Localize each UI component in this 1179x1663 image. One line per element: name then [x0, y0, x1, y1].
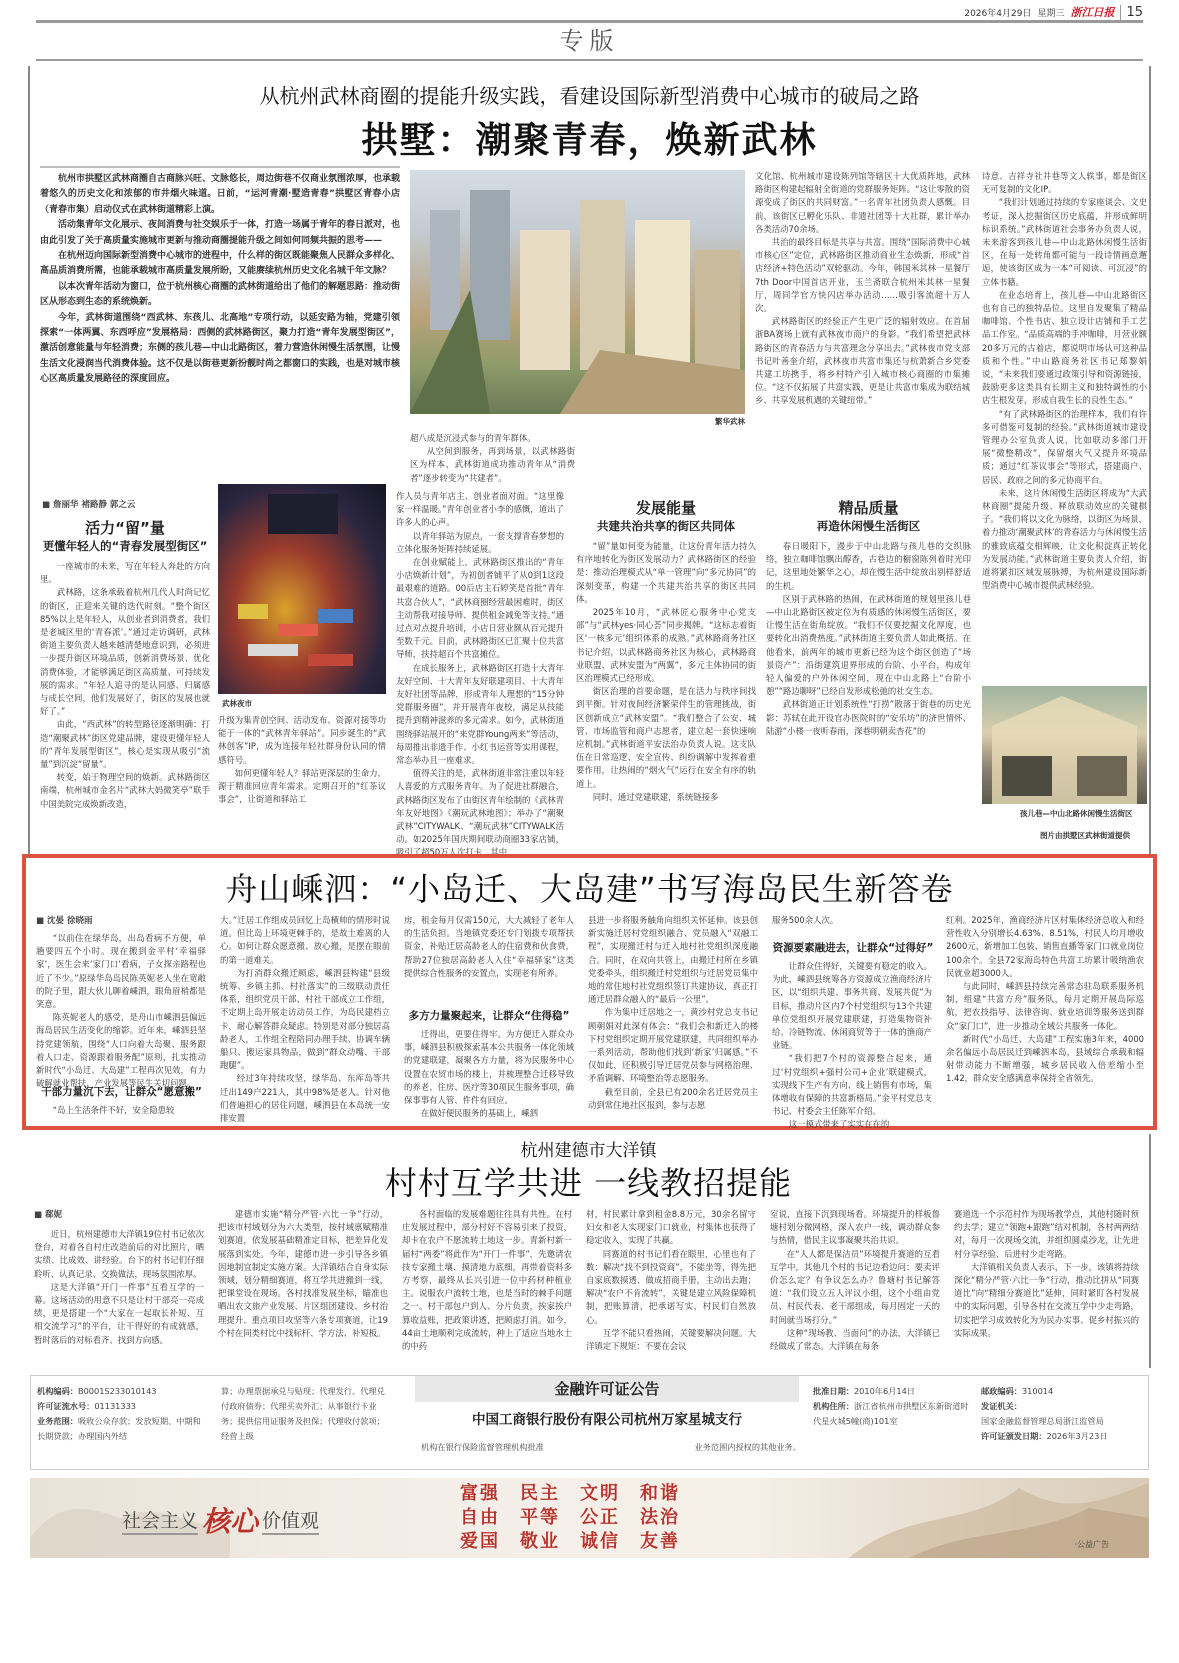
- paragraph: 升级为集青创空间、活动发布、资源对接等功能于一体的“武林青年驿站”。同步诞生的“武林创客”IP，成为连接年轻社群身份认同的情感符号。: [218, 715, 386, 765]
- paragraph: 值得关注的是，武林街道非常注重以年轻人喜爱的方式服务青年。为了促进社群融合，武林路街区发布了由街区青年绘制的《武林青年友好地图》《潮玩武林地图》；举办了“潮聚武林”CITYWALK、“潮玩武林”CITYWALK活动。如2025年国庆期间联动商圈33家店铺，吸引了超50万人次打卡，其中: [396, 768, 564, 858]
- article2-column-2: [220, 914, 390, 1124]
- paragraph: 如何更懂年轻人？驿站更深层的生命力，源于精准回应青年需求。定期召开的“红茶议事会”，让街道和驿站工: [218, 767, 386, 805]
- photo-city-skyline: [410, 170, 745, 414]
- section3-heading: [766, 498, 971, 535]
- paragraph: 文化馆、杭州城市建设陈列馆等辖区十大优质阵地，武林路街区构建起辐射全街道的党群服务矩阵。“这让零散的资源变成了街区的共同财富。”一名青年社团负责人感慨。目前，该街区已孵化乐队、非遗社团等十大社群，累计举办各类活动70余场。: [755, 171, 970, 234]
- section2-heading: [576, 498, 756, 535]
- paragraph: 互学不能只看热闹，关键要解决问题。大洋镇定下规矩：不要在会议: [586, 1327, 756, 1352]
- paragraph: 县进一步将服务触角向组织关怀延伸。该县创新实施迁居村党组织融合、党员融入“双融工程”，实现搬迁村与迁入地村社党组织深度融合。同时，在双向共管上，由搬迁村所在乡镇党委牵头，组织搬迁村党组织与迁居党员集中地的常住地村社党组织签订共建协议，真正打通迁居群众融入的“最后一公里”。: [588, 915, 758, 1005]
- field-label: 机构住所：: [813, 1401, 854, 1411]
- article1-column-1: [40, 560, 210, 854]
- section3-title: 精品质量: [838, 499, 899, 517]
- article1-column-6: [982, 170, 1147, 680]
- field-label: 许可证流水号：: [37, 1401, 95, 1411]
- city-illustration: [410, 170, 745, 414]
- paragraph: 这一模式带来了实实在在的: [788, 1119, 890, 1130]
- issue-weekday: 星期三: [1037, 8, 1065, 19]
- field-label: 批准日期：: [813, 1386, 854, 1396]
- notice-field: [813, 1384, 971, 1399]
- field-value: 2026年3月23日: [1046, 1431, 1108, 1441]
- paragraph: “我们计划通过持续的专家座谈会、文史考证，深入挖掘街区历史底蕴，并形成鲜明标识系统。”武林街道社会事务办负责人说，未来游客到孩儿巷—中山北路休闲慢生活街区，在每一处转角都可能与一段诗情画意邂逅，使该街区成为一本“可阅读、可沉浸”的立体书籍。: [982, 197, 1147, 287]
- paragraph: 武林路街区的经验正产生更广泛的辐射效应。在首届浙BA赛场上就有武林夜市商户的身影。“我们希望把武林路街区的青春活力与共富理念分享出去。”武林夜市党支部书记叶善奎介绍，武林夜市共富市集还与杭萧新合乡党委共建工坊携手，将乡村特产引入城市核心商圈的市集摊位。“这不仅拓展了共富实践，更是让共富市集成为联结城乡、共享发展机遇的关键纽带。”: [755, 316, 970, 406]
- issue-date: 2026年4月29日: [964, 8, 1032, 19]
- paragraph: 服务500余人次。: [772, 915, 839, 925]
- notice-right-column: [813, 1384, 971, 1429]
- photo-night-market-caption: 武林夜市: [222, 699, 252, 708]
- paragraph: “我们把7个村的资源整合起来，通过‘村党组织+强村公司+企业’联建模式，实现线下生产有方向、线上销售有市场，集体增收有保障的共富新格局。”金平村党总支书记、村委会主任陈军介绍。: [772, 1053, 932, 1117]
- photo-leisure-street: [982, 686, 1147, 804]
- article1-column-2: [218, 714, 386, 854]
- article3-column-5: [770, 1208, 940, 1368]
- core-values-heading: [122, 1500, 319, 1540]
- article3-kicker: 杭州建德市大洋镇: [520, 1141, 657, 1161]
- banner-rule: [36, 59, 1143, 61]
- article1-lead: [40, 172, 400, 482]
- paragraph: 从空间到服务，再到场景，以武林路街区为样本，武林街道成功推动青年从“消费者”逐步转变为“共建者”。: [410, 446, 575, 483]
- paragraph: 转变，始于物理空间的焕新。武林路街区南端，杭州城市金名片“武林大妈微笑亭”联手中国美院完成焕新改造，: [40, 772, 210, 809]
- value-word: 民主: [520, 1483, 560, 1504]
- article3-column-6: [954, 1208, 1139, 1368]
- value-word: 诚信: [580, 1531, 620, 1552]
- value-word: 平等: [520, 1507, 560, 1528]
- night-market-illustration: [218, 484, 386, 694]
- article3-column-4: [586, 1208, 756, 1368]
- value-word: 敬业: [520, 1531, 560, 1552]
- article2-subhead-3: 资源要素融进去，让群众“过得好”: [772, 942, 934, 954]
- article2-column-3: [404, 914, 574, 1004]
- heading-left: 社会主义: [122, 1506, 198, 1535]
- article2-subhead-1: 干部力量沉下去，让群众“愿意搬”: [41, 1086, 202, 1098]
- photo-city-caption: 繁华武林: [715, 417, 745, 426]
- field-value: B0001S233010143: [77, 1386, 157, 1396]
- paragraph: “有了武林路街区的治理样本，我们有许多可借鉴可复制的经验。”武林街道城市建设管理办公室负责人说，比如联动多部门开展“微整精改”，保留烟火气又提升环境品质；通过“红茶议事会”等形式，搭建商户、居民、政府之间的多元协商平台。: [982, 408, 1147, 485]
- page-number: 15: [1120, 5, 1143, 20]
- lead-paragraph: 杭州市拱墅区武林商圈自古商脉兴旺、文脉悠长，周边街巷不仅商业氛围浓厚，也承载着悠久的历史文化和浓郁的市井烟火味道。日前，“运河青潮·墅造青春”拱墅区青春小店（青春市集）启动仪式在武林街道精彩上演。: [40, 174, 401, 215]
- notice-bank-name: 中国工商银行股份有限公司杭州万家星城支行: [472, 1412, 742, 1428]
- paragraph: 截至目前，全县已有200余名迁居党员主动到常住地社区报到，参与志愿: [588, 1086, 758, 1110]
- paragraph: 迁得出，更要住得牢。为方便迁入群众办事，嵊泗县积极探索基本公共服务一体化领域的党建联建，凝聚各方力量，将为民服务中心设置在农贸市场的楼上，并梳理整合迁移导致的养老、住房、医疗等30项民生服务事项，确保事事有人管、件件有回应。: [404, 1029, 574, 1106]
- article1-column-3: [396, 490, 564, 858]
- article2-column-5b: [772, 960, 932, 1130]
- page-header: [36, 4, 1143, 20]
- article3-byline: ■ 郗妮: [34, 1210, 62, 1220]
- value-word: 和谐: [640, 1483, 680, 1504]
- notice-left-column-2: 算；办理票据承兑与贴现；代理发行、代理兑付政府债券；代理买卖外汇；从事银行卡业务；提供信用证服务及担保；代理收付款项；经营上级: [221, 1386, 385, 1441]
- paragraph: 在做好便民服务的基础上，嵊泗: [420, 1108, 539, 1119]
- lead-rule: [40, 166, 400, 168]
- field-label: 邮政编码：: [981, 1386, 1022, 1396]
- paragraph: 以青年驿站为原点，一套支撑青春梦想的立体化服务矩阵持续延展。: [396, 530, 564, 554]
- article2-byline: ■ 沈晏 徐晓雨: [36, 916, 93, 926]
- paragraph: 这种“现场教、当面问”的办法，大洋镇已经做成了常态。大洋镇在每条: [770, 1327, 940, 1352]
- article3-column-1: [34, 1228, 204, 1368]
- paragraph: 街区治理的首要命题，是在活力与秩序间找到平衡。针对夜间经济繁荣伴生的管理挑战，街区创新成立“武林安盟”。“我们整合了公安、城管、市场监管和商户志愿者，建立起一套快速响应机制。”武林街道平安法治办负责人说。这支队伍在日常巡逻、安全宣传、纠纷调解中发挥着重要作用，让热闹的“烟火气”运行在安全有序的轨道上。: [576, 686, 756, 789]
- notice-field: [37, 1399, 207, 1414]
- paragraph: 武林街道正计划系统性“打捞”散落于街巷的历史光影：苏轼在此开设官办医院时的“安乐坊”的济世情怀、陆游“小楼一夜听春雨，深巷明朝卖杏花”的: [766, 699, 971, 736]
- notice-field: [981, 1429, 1147, 1444]
- paragraph: 作为集中迁居地之一，黄沙村党总支书记顾朝娟对此深有体会：“我们会和新迁入的楼下村党组织定期开展党建联建，共同组织举办一系列活动，帮助他们找到‘新家’归属感。”不仅如此，还积极引导迁居党员参与网格治理、矛盾调解、环境整治等志愿服务。: [588, 1007, 758, 1084]
- article2-column-6: [946, 914, 1144, 1120]
- notice-field: [813, 1399, 971, 1429]
- notice-field: [981, 1414, 1147, 1429]
- value-word: 自由: [460, 1507, 500, 1528]
- paragraph: 近日，杭州建德市大洋镇19位村书记依次登台，对着各自村庄改造前后的对比照片，晒实绩、比成效、讲经验。台下的村书记们仔细聆听、认真记录、交换做法，现场氛围浓厚。: [34, 1229, 204, 1279]
- section2-subtitle: 共建共治共享的街区共同体: [597, 519, 735, 533]
- lead-paragraph: 活动集青年文化展示、夜间消费与社交娱乐于一体，打造一场属于青年的春日派对，也由此引发了关于高质量实施城市更新与推动商圈提能升级之间如何同频共振的思考——: [40, 220, 401, 246]
- notice-right-column-2: [981, 1384, 1147, 1444]
- value-word: 友善: [640, 1531, 680, 1552]
- paragraph: 春日暖阳下，漫步于中山北路与孩儿巷的交织脉络，独立咖啡馆飘出醇香，古巷边的橱窗陈列着时光印记，这里地处繁华之心，却在慢生活中绽放出别样舒适的生机。: [766, 541, 971, 591]
- article2-title: 舟山嵊泗：“小岛迁、大岛建”书写海岛民生新答卷: [225, 870, 954, 908]
- paragraph: 房，租金每月仅需150元，大大减轻了老年人的生活负担。当地镇党委还专门划拨专项帮扶资金，补贴迁居高龄老人的住宿费和伙食费，帮助27位独居高龄老人入住“幸福驿家”这类提供综合性服务的安置点，实现老有所养。: [404, 915, 574, 978]
- field-value: 吸收公众存款；发放短期、中期和长期贷款；办理国内外结: [37, 1416, 201, 1441]
- article3-column-3: [402, 1208, 572, 1368]
- header-rule: [36, 20, 1143, 23]
- paragraph: 同赛道的村书记们看在眼里，心里也有了数：解决“找不到投资商”，不能坐等，得先把自家底数摸透、做成招商手册，主动出去跑；解决“农户不肯流转”，关键是建立风险保障机制，把账算清，把承诺写实，村民们自然放心。: [586, 1248, 756, 1325]
- paragraph: 武林路，这条承载着杭州几代人时尚记忆的街区，正迎来关键的迭代时刻。“整个街区85%以上是年轻人，从创业者到消费者，我们是老城区里的‘青春派’。”通过走访调研，武林街道主要负责人越来越清楚地意识到，必须进一步提升街区环境品质，创新消费场景、优化消费体验，才能够满足街区高质量、可持续发展的需求。“年轻人追寻的是认同感、归属感与成长空间，他们发展好了，街区的发展也就好了。”: [40, 587, 210, 717]
- notice-field: [37, 1414, 207, 1444]
- field-label: 机构编码：: [37, 1386, 78, 1396]
- street-illustration: [982, 686, 1147, 804]
- article2-column-5: [772, 914, 932, 930]
- lead-paragraph: 以本次青年活动为窗口，位于杭州核心商圈的武林街道给出了他们的解题思路：推动街区从形态到生态的系统焕新。: [40, 281, 401, 308]
- paragraph: 红利。2025年，渔商经济片区村集体经济总收入和经营性收入分别增长4.63%、8.51%，村民人均月增收2600元，新增加工包装、销售直播等家门口就业岗位100余个。全县72家海岛特色共富工坊累计吸纳渔农民就业超3000人。: [946, 915, 1144, 978]
- paragraph: 在“人人都是保洁员”环境提升赛道的互看互学中，其他几个村的书记边看边问：要卖评价怎么定？有争议怎么办？鲁塘村书记解答道：“我们设立五人评议小组，这个小组由党员、村民代表、老干部组成，每月固定一天的时间就当场打分。”: [770, 1248, 940, 1325]
- photo-night-market: [218, 484, 386, 694]
- notice-left-column: [37, 1384, 207, 1444]
- article1-column-5b: [766, 540, 971, 854]
- paragraph: 在成长服务上，武林路街区打造十大青年友好空间、十大青年友好联建项目、十大青年友好社团等品牌，形成青年人理想的“15分钟党群服务圈”，并开展青年夜校，满足从技能提升到精神滋养的多元需求。如今，武林街道围绕驿站展开的“来党群Young两来”等活动，每周推出非遗手作、小红书运营等实用课程，常态举办且一座难求。: [396, 662, 564, 766]
- section1-subtitle: 更懂年轻人的“青春发展型街区”: [42, 539, 208, 553]
- value-word: 法治: [640, 1507, 680, 1528]
- paragraph: 新时代“小岛迁、大岛建”工程实施3年来，4000余名偏远小岛居民迁到嵊泗本岛，县域综合承载和辐射带动能力不断增强，城乡居民收入倍差缩小至1.42，群众安全感满意率保持全省领先。: [946, 1033, 1144, 1084]
- paragraph: 经过3年持续攻坚，绿华岛、东库岛等共迁出149户221人，其中98%是老人。针对他们普遍担心的居住问题，嵊泗县在本岛统一安排安置: [220, 1073, 390, 1124]
- newspaper-logo: 浙江日报: [1070, 6, 1115, 19]
- values-row: [460, 1482, 680, 1506]
- field-value: 310014: [1021, 1386, 1054, 1396]
- value-word: 文明: [580, 1483, 620, 1504]
- paragraph: 各村面临的发展难题往往具有共性。在村庄发展过程中，部分村好不容易引来了投资，却卡在农户不愿流转土地这一步。青新村新一届村“两委”将此作为“开门一件事”，先邀请农技专家搬土壤、摸清地力底细，再带着资料多方考察，最终从长兴引进一位中药材种植业主。说服农户流转土地，也是当时的棘手问题之一。村干部包户到人、分片负责，挨家挨户算收益账，把政策讲透，把顾虑打消。如今，44亩土地顺利完成流转，种上了适应当地水土的中药: [402, 1209, 572, 1352]
- heading-right: 价值观: [262, 1506, 319, 1535]
- paragraph: 大洋镇相关负责人表示，下一步，该镇将持续深化“精分严管·六比一争”行动，推动比拼从“同赛道比”向“精细分赛道比”延伸，同时紧盯各村发展中的实际问题，引导各村在交流互学中少走弯路，切实把学习成效转化为为民办实事、促乡村振兴的实际成果。: [954, 1261, 1139, 1338]
- article-shengsi: [22, 854, 1157, 1130]
- article1-column-4: [576, 540, 756, 854]
- field-label: 许可证颁发日期：: [981, 1431, 1047, 1441]
- paragraph: 一座城市的未来，写在年轻人奔赴的方向里。: [40, 561, 210, 585]
- paragraph: 共治的最终目标是共享与共富。围绕“国际消费中心城市核心区”定位，武林路街区推动商业生态焕新，形成“首店经济+特色活动”双轮驱动。今年，韩国米其林一星餐厅7th Door中国首店开业，玉兰斋联合杭州米其林一星餐厅，周同学官方快闪店举办活动……吸引客流超十万人次。: [755, 237, 970, 314]
- paragraph: 室说，直接下沉到现场看。环境提升的样板鲁塘村划分微网格，深入农户一线，调动群众参与热情，借民主议事凝聚共治共识。: [770, 1209, 940, 1246]
- paragraph: 这是大洋镇“开门一件事”互看互学的一幕。这场活动的用意不只是让村干部亮一亮成绩，更是搭建一个“大家在一起取长补短、互相交流学习”的平台，让干得好的有成就感，暂时落后的对标看齐、找到方向感。: [34, 1281, 204, 1345]
- article-jiande: [28, 1134, 1151, 1368]
- paragraph: 由此，“西武林”的转型路径逐渐明确：打造“潮聚武林”街区党建品牌，建设更懂年轻人的“青年发展型街区”，核心是实现从吸引“流量”到沉淀“留量”。: [40, 719, 210, 770]
- paragraph: “岛上生活条件不好，安全隐患较: [52, 1105, 175, 1115]
- lead-paragraph: 今年，武林街道围绕“西武林、东孩儿、北高地”专项行动，以延安路为轴，党建引领探索“一体两翼、东西呼应”发展格局：西侧的武林路街区，聚力打造“青年发展型街区”，激活创意能量与年轻消费；东侧的孩儿巷—中山北路街区，着力营造休闲慢生活氛围，让慢生活文化浸润当代消费体验。这不仅是以街巷更新扮靓时尚之都窗口的实践，也是对城市核心区高质量发展路径的深度回应。: [40, 312, 401, 385]
- paragraph: 2025年10月，“武林匠心服务中心党支部”与“武林yes·同心荟”同步揭牌。“这标志着街区‘一核多元’组织体系的成熟。”武林路商务社区书记介绍，以武林路商务社区为核心，武林路商业联盟、武林安盟为“两翼”，多元主体协同的街区治理模式已经形成。: [576, 607, 756, 684]
- paragraph: “留”量如何变为能量，让这份青年活力持久有序地转化为街区发展动力？武林路街区的经验是：推动治理模式从“单一管理”向“多元协同”的深刻变革，构建一个共建共治共享的街区共同体。: [576, 541, 756, 604]
- field-value: 01131333: [94, 1401, 137, 1411]
- paragraph: 大。”迁居工作组成员回忆上岛横帅的情形时说道。但比岛上环境更棘手的，是故土难离的人心。如何让群众愿意搬、放心搬，是摆在眼前的第一道难关。: [220, 915, 390, 965]
- article1-title: 拱墅：潮聚青春，焕新武林: [361, 120, 818, 161]
- photo-leisure-street-caption: 孩儿巷—中山北路休闲慢生活街区: [1020, 809, 1133, 818]
- value-word: 公正: [580, 1507, 620, 1528]
- article1-column-4a: [410, 432, 575, 492]
- paragraph: “以前住在绿华岛，出岛看病不方便，单趟要四五个小时。现在搬到金平村‘幸福驿家’，医生会来‘家门口’看病，子女探亲路程也近了不少。”原绿华岛岛民陈英妮老人坐在宽敞的院子里，跟大伙儿聊着嵊泗，眼角眉梢都是笑意。: [36, 933, 206, 1010]
- section2-title: 发展能量: [635, 499, 696, 517]
- article-gongshu: [28, 66, 1151, 856]
- lead-paragraph: 在杭州迈向国际新型消费中心城市的进程中，什么样的街区既能聚焦人民群众多样化、高品质消费所需，也能承载城市高质量发展所盼，又能赓续杭州历史文化名城千年文脉？: [40, 251, 401, 277]
- section1-title: 活力“留”量: [85, 519, 165, 537]
- financial-license-notice: [30, 1375, 1149, 1470]
- paragraph: 赛道选一个示范村作为现场教学点，其他村随时预约去学；建立“领跑+跟跑”结对机制，各村两两结对，每月一次现场交流，并组织圆桌沙龙，让先进村分享经验、后进村少走弯路。: [954, 1209, 1139, 1259]
- paragraph: 在创业赋能上，武林路街区推出的“青年小店焕新计划”，为初创者铺平了从0到1这段最艰难的道路。00后店主石婷笑是首批“青年共富合伙人”，“武林商圈经营最困难时，街区主动帮我对接导师、提供租金减免等支持。”通过点对点提升培训，小店日营业额从百元提升至数千元。目前，武林路街区已汇聚十位共富导师，扶持超百个共富摊位。: [396, 557, 564, 660]
- article2-subhead-2: 多方力量聚起来，让群众“住得稳”: [408, 1010, 570, 1022]
- article2-column-4: [588, 914, 758, 1120]
- paragraph: 区别于武林路的热闹，在武林街道的规划里孩儿巷—中山北路街区被定位为有质感的休闲慢生活街区，要让慢生活在街角绽放。“我们不仅要挖掘文化厚度，也要转化出消费热度。”武林街道主要负责人如此概括。在他看来，前两年的城市更新已经为这个街区创造了“场景资产”：沿街建筑退界形成的台阶、小平台，构成年轻人偏爱的户外休闲空间，现在中山北路上“台阶小憩”“路边聊呀”已经自发形成松弛的社交生态。: [766, 593, 971, 697]
- notice-title: 金融许可证公告: [415, 1376, 799, 1402]
- paragraph: 诗意、吉祥寺社井巷等文人轶事，都是街区无可复制的文化IP。: [982, 171, 1147, 195]
- value-word: 富强: [460, 1483, 500, 1504]
- field-label: 业务范围：: [37, 1416, 78, 1426]
- article3-title: 村村互学共进 一线教招提能: [384, 1164, 793, 1202]
- field-value: 浙江省杭州市拱墅区东新街道时代星火城5幢(商)101室: [813, 1401, 969, 1426]
- article1-column-5: [755, 170, 970, 488]
- paragraph: 同时，通过党建联建，系统链接多: [592, 791, 719, 802]
- notice-field: [37, 1384, 207, 1399]
- footer-text: 业务范围内授权的其他业务。: [694, 1442, 801, 1452]
- article2-column-1-tail: [36, 1104, 206, 1118]
- paragraph: 未来，这片休闲慢生活街区将成为“大武林商圈”提能升级、释放联动效应的关键棋子。“我们将以文化为脉络，以街区为场景，着力推动‘潮聚武林’的青春活力与休闲慢生活的雅致底蕴交相辉映，让文化积淀真正转化为发展动能。”武林街道主要负责人介绍，街道将紧扣区域发展脉搏，为杭州建设国际新型消费中心城市提供武林经验。: [982, 487, 1147, 591]
- notice-field: [981, 1399, 1147, 1414]
- paragraph: 让群众住得好，关键要有稳定的收入。为此，嵊泗县统筹各方资源成立渔商经济片区，以“组织共建、事务共商、发展共促”为目标，推动片区内7个村党组织与13个共建单位党组织开展党建联建，打造集物资补给、冷链物流、休闲商贸等于一体的渔商产业链。: [772, 961, 932, 1051]
- photo-credit: 图片由拱墅区武林街道提供: [1040, 831, 1130, 840]
- field-label: 发证机关：: [981, 1401, 1022, 1411]
- field-value: 国家金融监督管理总局浙江监管局: [981, 1416, 1104, 1426]
- section3-subtitle: 再造休闲慢生活街区: [816, 519, 921, 533]
- paragraph: 与此同时，嵊泗县持续完善常态驻岛联系服务机制，组建“共富方舟”服务队，每月定期开展岛际巡航，把农技指导、法律咨询、就业培训等服务送到群众“家门口”，进一步推动全域公共服务一体化。: [946, 981, 1144, 1031]
- footer-text: 机构在银行保险监督管理机构批准: [421, 1442, 544, 1452]
- values-row: [460, 1506, 680, 1530]
- heading-core: 核心: [202, 1505, 259, 1538]
- article2-column-3b: [404, 1028, 574, 1120]
- core-values-banner: [30, 1478, 1149, 1558]
- paragraph: 建德市实施“精分严管·六比一争”行动，把该市村域划分为六大类型，按村域禀赋精准划赛道，依发展基础精准定目标，把差异化发展落到实处。今年，建德市进一步引导各乡镇因地制宜制定实施方案。大洋镇结合自身实际领域，划分精细赛道，将互学共进搬到一线，把课堂设在现场。各村找准发展坐标，瞄准也晒出农文旅产业发展、片区组团建设、乡村治理提升、重点项目攻坚等六条专项赛道，让19个村在同类村比中找标杆、学方法、补短板。: [218, 1209, 388, 1338]
- article1-kicker: 从杭州武林商圈的提能升级实践，看建设国际新型消费中心城市的破局之路: [259, 84, 920, 108]
- public-ad-tag: ·公益广告: [1074, 1540, 1109, 1549]
- article1-byline: ■ 詹丽华 褚路静 郭之云: [42, 500, 136, 510]
- section1-heading: [40, 518, 210, 555]
- notice-middle-footer: [421, 1440, 801, 1455]
- paragraph: 在业态培育上，孩儿巷—中山北路街区也有自己的独特品位。这里自发聚集了精品咖啡馆、个性书店、独立设计店铺和手工艺品工作室。“品质高端的手冲咖啡，月营业额20多万元的古着店，都说明市场认可这种品质和个性。”中山路商务社区书记郑黎娟说，“未来我们要通过政策引导和资源链接，鼓励更多这类具有长期主义和独特调性的小店生根发芽，形成自我生长的良性生态。”: [982, 289, 1147, 406]
- article3-column-2: [218, 1208, 388, 1368]
- paragraph: 陈英妮老人的感受，是舟山市嵊泗县偏远海岛居民生活变化的缩影。近年来，嵊泗县坚持党建领航，围绕“人口向着大岛聚、服务跟着人口走、资源跟着服务配”原则，扎实推动新时代“小岛迁、大岛建”工程再次见效，有力破解就业帮扶、产业发展等民生关切问题。: [36, 1012, 206, 1089]
- paragraph: 超八成是沉浸式参与的青年群体。: [410, 433, 536, 443]
- values-row: [460, 1530, 680, 1554]
- core-values-grid: [460, 1482, 680, 1554]
- notice-field: [981, 1384, 1147, 1399]
- value-word: 爱国: [460, 1531, 500, 1552]
- section-banner: 专版: [559, 27, 620, 55]
- paragraph: 作人员与青年店主、创业者面对面。“这里像家一样温暖。”青年创业者小李的感慨，道出了许多人的心声。: [396, 491, 564, 528]
- article2-column-1: [36, 932, 206, 1089]
- paragraph: 为打消群众搬迁顾虑，嵊泗县构建“县级统筹、乡镇主抓、村社落实”的三级联动责任体系，组织党员干部、村社干部成立工作组，不定期上岛开展走访动员工作，为岛民建档立卡，耐心解答群众疑虑。特别是对部分独居高龄老人，工作组全程陪同办理手续、协调车辆船只、搬运家具物品，做到“群众动嘴、干部跑腿”。: [220, 967, 390, 1071]
- paragraph: 材，村民累计拿到租金8.8万元，30余名留守妇女和老人实现家门口就业，村集体也获得了稳定收入，实现了共赢。: [586, 1209, 756, 1246]
- field-value: 2010年6月14日: [853, 1386, 915, 1396]
